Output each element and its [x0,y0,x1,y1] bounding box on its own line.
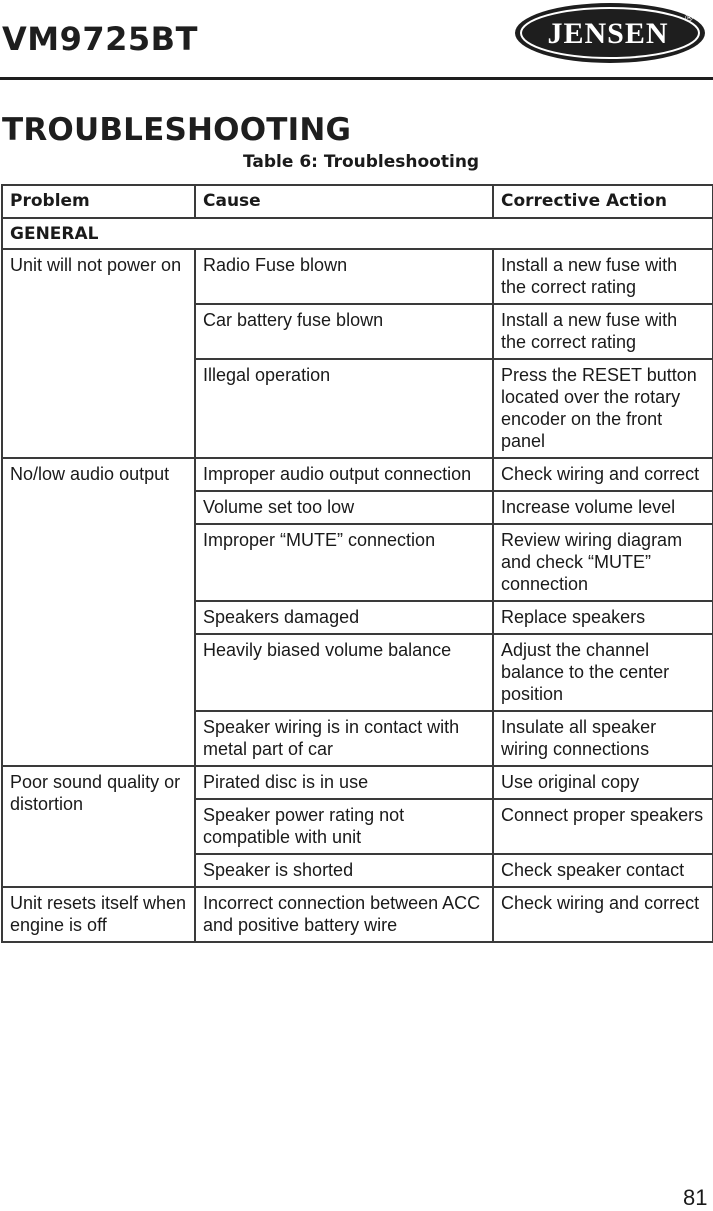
page-number: 81 [683,1185,708,1210]
table-header-row [2,185,713,218]
action-cell: Install a new fuse with the correct rating [493,249,713,304]
table-row [2,249,713,304]
cause-cell: Improper “MUTE” connection [195,524,493,601]
table-row [2,887,713,942]
section-title: TROUBLESHOOTING [2,112,352,148]
cause-cell: Radio Fuse blown [195,249,493,304]
cause-cell: Speaker is shorted [195,854,493,887]
action-cell: Insulate all speaker wiring connections [493,711,713,766]
action-cell: Install a new fuse with the correct rating [493,304,713,359]
column-header-problem: Problem [2,185,195,218]
troubleshooting-table [1,184,713,943]
column-header-action: Corrective Action [493,185,713,218]
cause-cell: Speakers damaged [195,601,493,634]
cause-cell: Speaker wiring is in contact with metal part of car [195,711,493,766]
action-cell: Review wiring diagram and check “MUTE” connection [493,524,713,601]
cause-cell: Heavily biased volume balance [195,634,493,711]
group-row [2,218,713,249]
action-cell: Press the RESET button located over the rotary encoder on the front panel [493,359,713,458]
action-cell: Replace speakers [493,601,713,634]
problem-cell: Unit resets itself when engine is off [2,887,195,942]
problem-cell: Unit will not power on [2,249,195,458]
cause-cell: Incorrect connection between ACC and positive battery wire [195,887,493,942]
cause-cell: Illegal operation [195,359,493,458]
cause-cell: Improper audio output connection [195,458,493,491]
cause-cell: Speaker power rating not compatible with unit [195,799,493,854]
group-label: GENERAL [2,218,713,249]
table-row [2,766,713,799]
problem-cell: No/low audio output [2,458,195,766]
column-header-cause: Cause [195,185,493,218]
action-cell: Check wiring and correct [493,458,713,491]
action-cell: Connect proper speakers [493,799,713,854]
registered-mark: ® [684,13,694,24]
action-cell: Check speaker contact [493,854,713,887]
table-caption: Table 6: Troubleshooting [243,152,480,172]
action-cell: Increase volume level [493,491,713,524]
problem-cell: Poor sound quality or distortion [2,766,195,887]
jensen-logo [512,1,708,65]
cause-cell: Pirated disc is in use [195,766,493,799]
model-name: VM9725BT [2,20,198,58]
table-row [2,458,713,491]
header-rule [0,77,713,80]
action-cell: Adjust the channel balance to the center position [493,634,713,711]
cause-cell: Volume set too low [195,491,493,524]
cause-cell: Car battery fuse blown [195,304,493,359]
action-cell: Check wiring and correct [493,887,713,942]
action-cell: Use original copy [493,766,713,799]
brand-text: JENSEN [547,17,669,50]
